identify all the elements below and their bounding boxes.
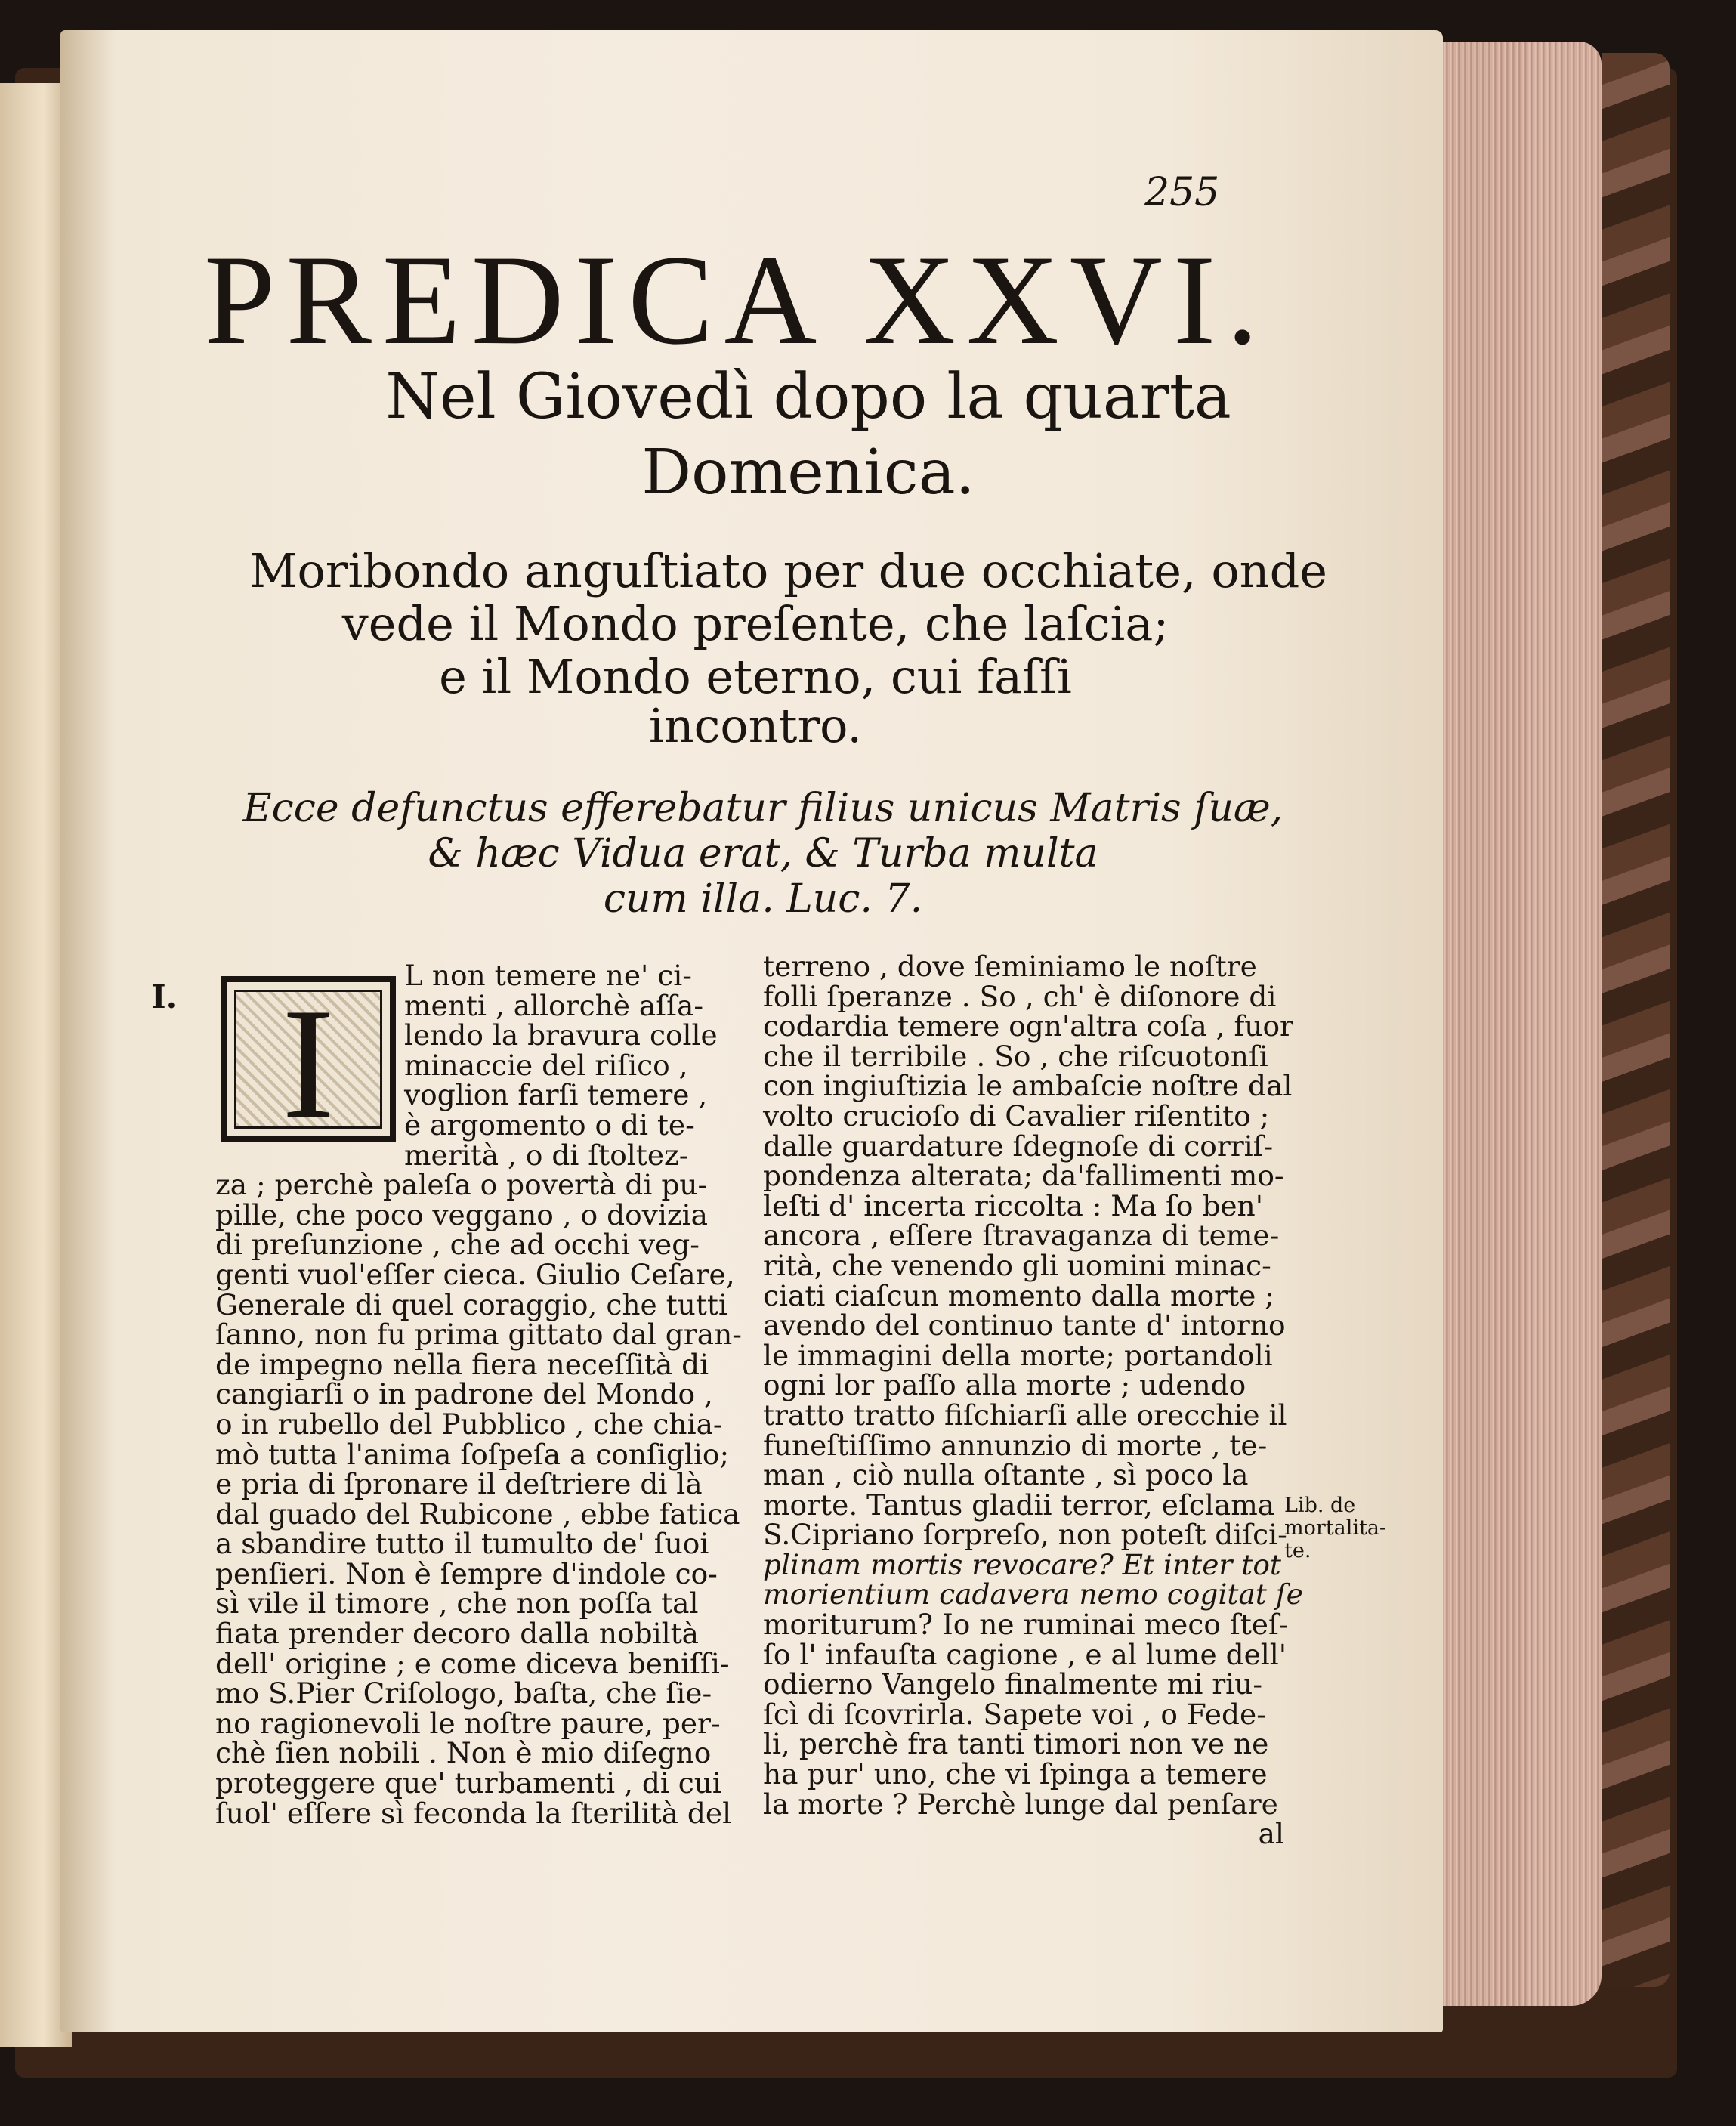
column-line: ſo l' infauſta cagione , e al lume dell' [763,1637,1287,1671]
column-line: menti , allorchè aſſa- [404,988,703,1022]
column-line: man , ciò nulla oſtante , sì poco la [763,1458,1249,1492]
column-line: folli ſperanze . So , ch' è diſonore di [763,979,1277,1013]
column-line: o in rubello del Pubblico , che chia- [215,1407,723,1441]
column-line: voglion farſi temere , [404,1078,708,1112]
text-column-right [763,950,1303,1851]
subtitle-line-1: Nel Giovedì dopo la quarta [385,361,1231,433]
column-line: cangiarſi o in padrone del Mondo , [215,1377,713,1411]
column-line: ſuol' eſſere sì feconda la ſterilità del [215,1796,732,1830]
column-line: genti vuol'eſſer cieca. Giulio Ceſare, [215,1257,735,1291]
column-line: pondenza alterata; da'fallimenti mo- [763,1159,1284,1193]
column-line: dal guado del Rubicone , ebbe fatica [215,1497,740,1531]
subtitle-line-2: Domenica. [641,437,975,508]
column-line: Generale di quel coraggio, che tutti [215,1287,727,1321]
column-line: no ragionevoli le noſtre paure, per- [215,1706,721,1740]
margin-note [1284,1494,1398,1562]
column-line: ha pur' uno, che vi ſpinga a temere [763,1757,1268,1791]
column-line: ancora , eſſere ſtravaganza di teme- [763,1219,1280,1253]
column-line: che il terribile . So , che riſcuotonſi [763,1039,1268,1073]
column-line: mo S.Pier Criſologo, baſta, che ſie- [215,1676,712,1710]
catchword: al [1258,1817,1284,1851]
initial-letter: I [282,976,335,1151]
section-number: I. [151,978,178,1015]
column-line: ogni lor paſſo alla morte ; udendo [763,1368,1246,1402]
column-line: minaccie del riſico , [404,1048,688,1082]
margin-note-line: mortalita- [1284,1516,1387,1540]
argument-line-4: incontro. [648,698,863,753]
argument-line-2: vede il Mondo preſente, che laſcia; [341,596,1169,651]
column-line: la morte ? Perchè lunge dal penſare [763,1787,1278,1821]
column-line: merità , o di ſtoltez- [404,1138,689,1172]
column-line: codardia temere ogn'altra coſa , fuor [763,1009,1293,1043]
column-line: dalle guardature ſdegnoſe di corriſ- [763,1129,1274,1163]
column-line: rità, che venendo gli uomini minac- [763,1248,1271,1282]
column-line: avendo del continuo tante d' intorno [763,1309,1286,1343]
column-line: de impegno nella fiera neceſſità di [215,1347,709,1381]
column-line: morte. Tantus gladii terror, eſclama [763,1488,1275,1522]
scripture-line-1: Ecce defunctus efferebatur filius unicus Matris ſuæ, [242,786,1283,831]
column-line: le immagini della morte; portandoli [763,1338,1273,1372]
column-line: plinam mortis revocare? Et inter tot [763,1547,1281,1581]
column-line: S.Cipriano ſorpreſo, non poteſt diſci- [763,1518,1287,1552]
column-line: terreno , dove ſeminiamo le noſtre [763,950,1257,983]
sermon-title: PREDICA XXVI. [204,229,1269,371]
text-column-left [215,961,752,1828]
column-line: con ingiuſtizia le ambaſcie noſtre dal [763,1069,1293,1103]
column-line: moriturum? Io ne ruminai meco ſteſ- [763,1608,1289,1642]
column-line: fiata prender decoro dalla nobiltà [215,1617,700,1651]
column-line: ſcì di ſcovrirla. Sapete voi , o Fede- [763,1697,1266,1731]
scripture-line-3: cum illa. Luc. 7. [603,876,923,922]
column-line: chè ſien nobili . Non è mio diſegno [215,1736,712,1770]
margin-note-line: te. [1284,1539,1311,1562]
argument-line-3: e il Mondo eterno, cui faſſi [439,649,1072,704]
column-line: dell' origine ; e come diceva beniſſi- [215,1646,730,1680]
column-line: tratto tratto fiſchiarſi alle orecchie il [763,1398,1287,1432]
back-cover-edge [1602,53,1670,1987]
column-line: penſieri. Non è ſempre d'indole co- [215,1556,718,1590]
column-line: volto crucioſo di Cavalier riſentito ; [763,1099,1270,1133]
column-line: li, perchè fra tanti timori non ve ne [763,1727,1269,1761]
page-fore-edge [1443,42,1602,2006]
column-line: lendo la bravura colle [404,1018,718,1052]
column-line: pille, che poco veggano , o dovizia [215,1197,708,1231]
column-line: za ; perchè paleſa o povertà di pu- [215,1168,708,1202]
argument-line-1: Moribondo anguſtiato per due occhiate, onde [249,543,1327,598]
margin-note-line: Lib. de [1284,1494,1356,1517]
column-line: ſanno, non fu prima gittato dal gran- [215,1318,742,1352]
column-line: e pria di ſpronare il deſtriere di là [215,1467,703,1501]
column-line: a sbandire tutto il tumulto de' ſuoi [215,1527,709,1561]
column-line: leſti d' incerta riccolta : Ma ſo ben' [763,1188,1263,1222]
column-line: di preſunzione , che ad occhi veg- [215,1228,700,1262]
column-line: morientium cadavera nemo cogitat ſe [763,1578,1303,1611]
page-number: 255 [1144,170,1220,215]
column-line: mò tutta l'anima ſoſpeſa a conſiglio; [215,1437,730,1471]
scripture-line-2: & hæc Vidua erat, & Turba multa [428,831,1098,876]
column-line: è argomento o di te- [404,1108,695,1142]
column-line: odierno Vangelo finalmente mi riu- [763,1667,1262,1701]
column-line: ciati ciaſcun momento dalla morte ; [763,1278,1274,1312]
column-line: sì vile il timore , che non poſſa tal [215,1587,699,1621]
column-line: proteggere que' turbamenti , di cui [215,1766,721,1800]
column-line: funeſtiſſimo annunzio di morte , te- [763,1428,1268,1462]
column-line: L non temere ne' ci- [404,959,692,992]
